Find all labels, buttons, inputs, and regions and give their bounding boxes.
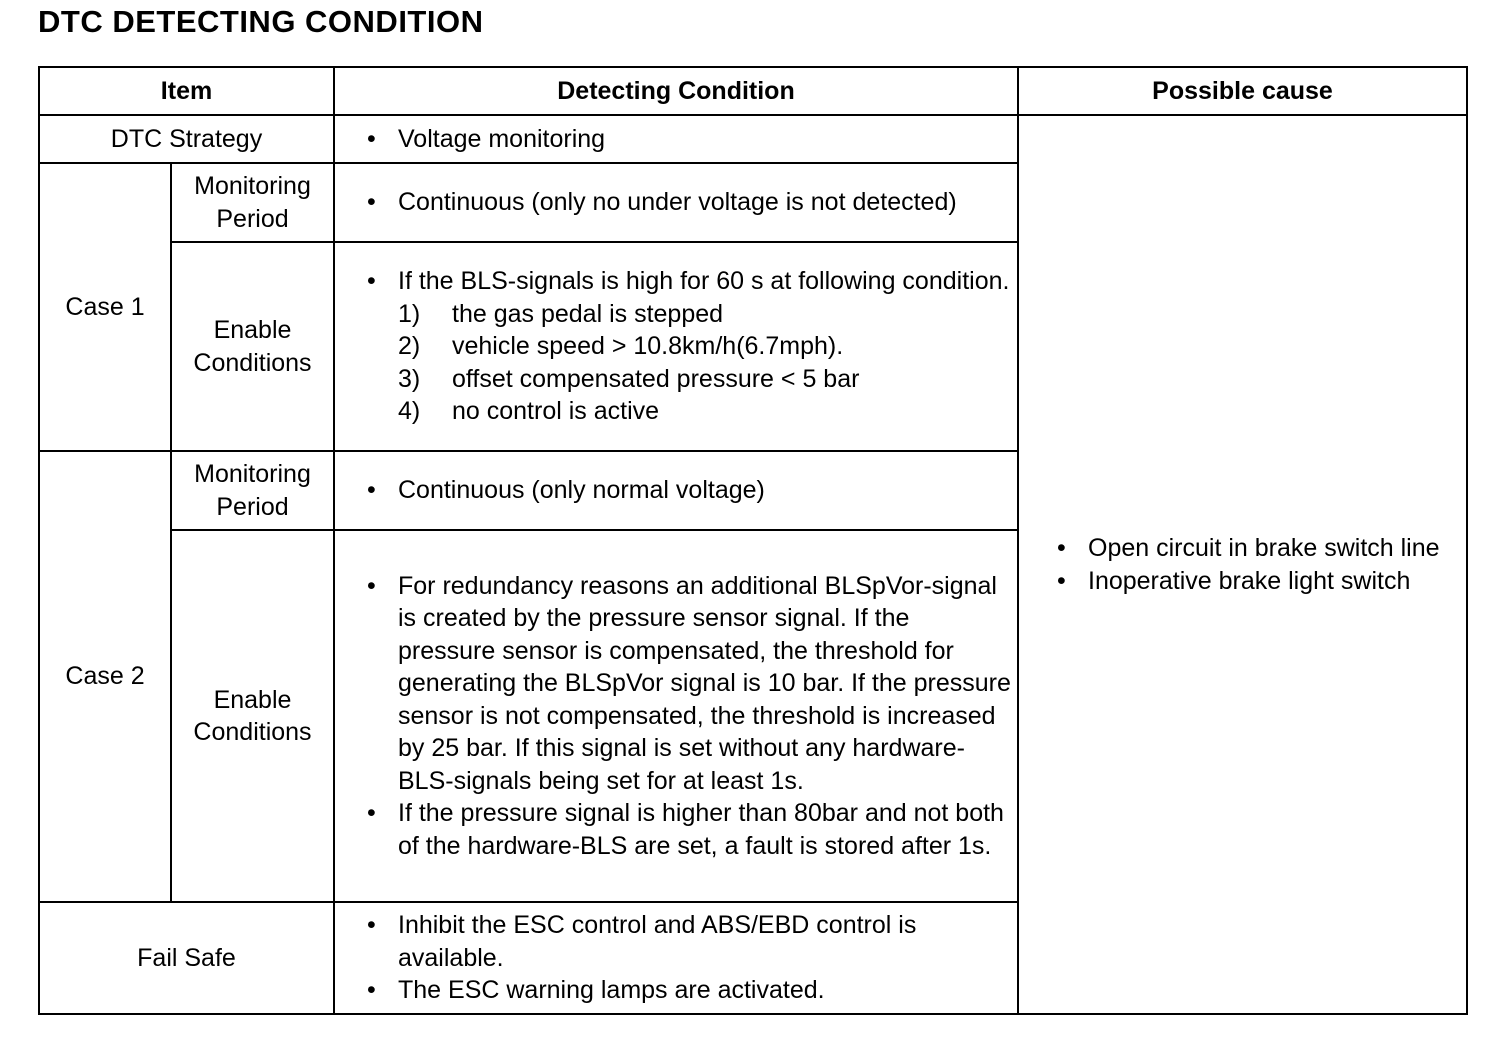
page-title: DTC DETECTING CONDITION bbox=[38, 4, 484, 39]
case1-enable-label: Enable Conditions bbox=[171, 242, 334, 451]
case1-monitoring-bullet: • Continuous (only no under voltage is not detected) bbox=[367, 186, 1011, 219]
case1-enable-item: 4) no control is active bbox=[398, 397, 660, 426]
dtc-condition-table bbox=[38, 66, 1468, 1015]
case2-enable-label: Enable Conditions bbox=[171, 530, 334, 902]
case2-label: Case 2 bbox=[39, 451, 171, 902]
header-detecting-condition: Detecting Condition bbox=[334, 67, 1018, 115]
possible-cause-cell bbox=[1018, 115, 1467, 1014]
strategy-condition bbox=[334, 115, 1018, 163]
case1-enable-condition bbox=[334, 242, 1018, 451]
fail-safe-condition bbox=[334, 902, 1018, 1014]
case2-monitoring-condition bbox=[334, 451, 1018, 530]
header-possible-cause: Possible cause bbox=[1018, 67, 1467, 115]
cause-item: • Open circuit in brake switch line bbox=[1057, 532, 1466, 565]
strategy-label: DTC Strategy bbox=[39, 115, 334, 163]
case1-enable-intro: If the BLS-signals is high for 60 s at following condition. bbox=[398, 267, 1010, 296]
case2-enable-bullet: • For redundancy reasons an additional BLSpVor-signal is created by the pressure sensor signal. If the pressure sensor is compensated, the threshold for generating the BLSpVor signal is 10 bar. If the pressure sensor is not compensated, the threshold is increased by 25 bar. If this signal is set without any hardware-BLS-signals being set for at least 1s. bbox=[367, 570, 1011, 798]
cause-item: • Inoperative brake light switch bbox=[1057, 565, 1466, 598]
case2-enable-condition bbox=[334, 530, 1018, 902]
fail-safe-bullet: • The ESC warning lamps are activated. bbox=[367, 974, 1011, 1007]
case1-monitoring-condition bbox=[334, 163, 1018, 242]
case1-enable-item: 2) vehicle speed > 10.8km/h(6.7mph). bbox=[398, 332, 844, 361]
header-row bbox=[39, 67, 1467, 115]
case2-enable-bullet: • If the pressure signal is higher than 80bar and not both of the hardware-BLS are set, a fault is stored after 1s. bbox=[367, 797, 1011, 862]
case1-enable-list bbox=[398, 298, 1011, 428]
strategy-row bbox=[39, 115, 1467, 163]
case1-label: Case 1 bbox=[39, 163, 171, 451]
case2-monitoring-label: Monitoring Period bbox=[171, 451, 334, 530]
strategy-bullet: • Voltage monitoring bbox=[367, 123, 1011, 156]
case1-monitoring-label: Monitoring Period bbox=[171, 163, 334, 242]
header-item: Item bbox=[39, 67, 334, 115]
fail-safe-label: Fail Safe bbox=[39, 902, 334, 1014]
case2-monitoring-bullet: • Continuous (only normal voltage) bbox=[367, 474, 1011, 507]
case1-enable-item: 1) the gas pedal is stepped bbox=[398, 299, 724, 328]
fail-safe-bullet: • Inhibit the ESC control and ABS/EBD control is available. bbox=[367, 909, 1011, 974]
case1-enable-item: 3) offset compensated pressure < 5 bar bbox=[398, 364, 860, 393]
case1-enable-bullet bbox=[367, 265, 1011, 428]
